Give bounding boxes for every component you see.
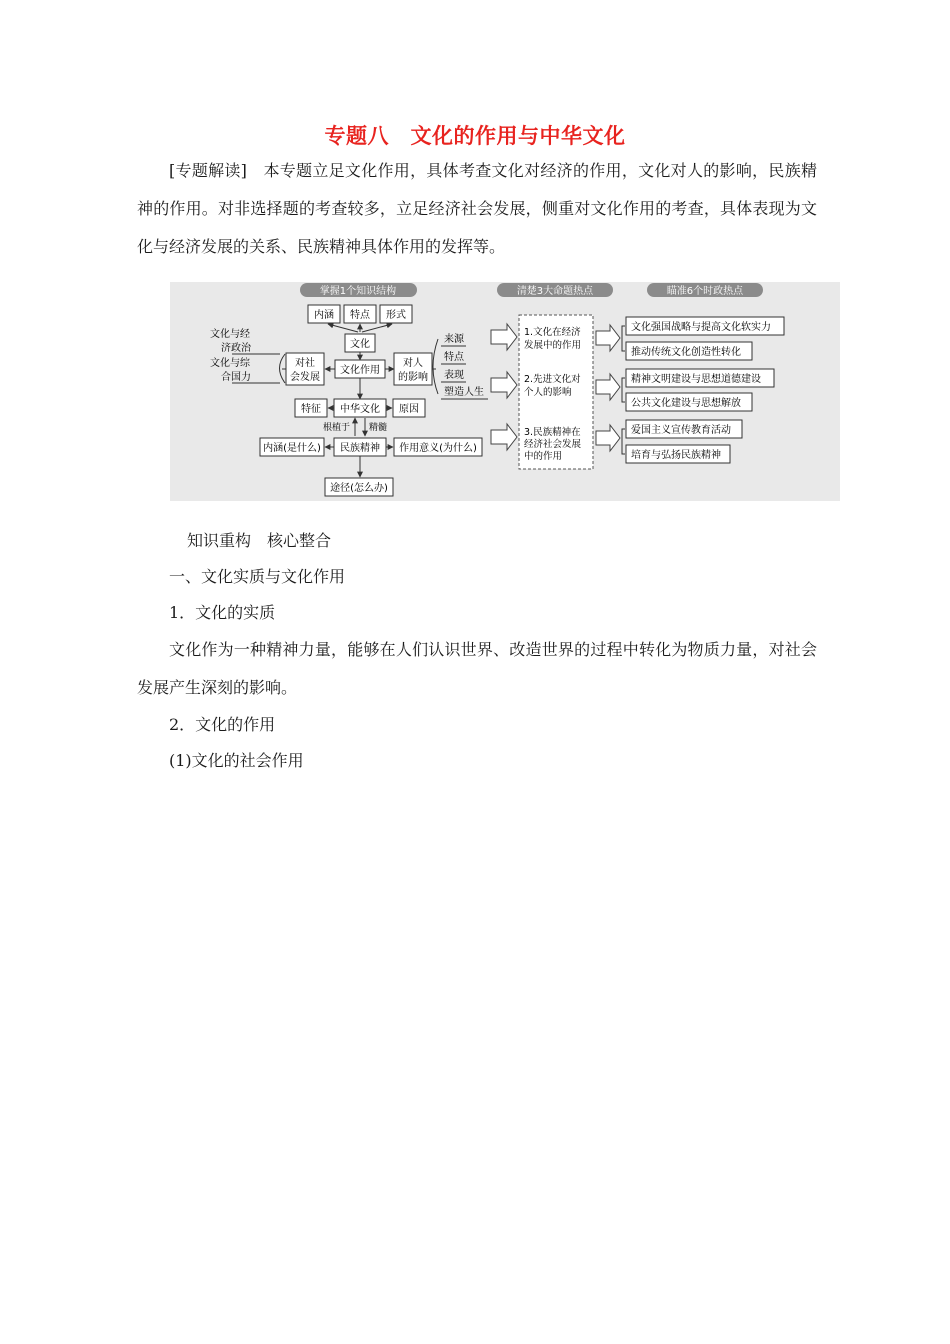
svg-text:清楚3大命题热点: 清楚3大命题热点 xyxy=(516,286,594,297)
box-tezheng xyxy=(295,399,327,417)
heading-2-1: 1．文化的实质 xyxy=(169,603,276,622)
svg-text:掌握1个知识结构: 掌握1个知识结构 xyxy=(319,286,397,297)
box-wenhua-zuoyong xyxy=(335,360,385,378)
heading-3-1: (1)文化的社会作用 xyxy=(169,751,304,770)
box-wenhua xyxy=(345,334,375,352)
svg-text:原因: 原因 xyxy=(399,404,419,415)
box-neihan xyxy=(308,305,340,323)
box-yuanyin xyxy=(393,399,425,417)
svg-text:内涵(是什么): 内涵(是什么) xyxy=(263,443,321,454)
label-genzhi: 根植于 xyxy=(322,423,350,433)
svg-text:2.先进文化对: 2.先进文化对 xyxy=(524,374,581,385)
topic-box-2 xyxy=(626,342,752,360)
box-zhonghua xyxy=(334,399,386,417)
svg-text:表现: 表现 xyxy=(444,370,464,381)
paragraph-1: 文化作为一种精神力量，能够在人们认识世界、改造世界的过程中转化为物质力量，对社会发展产生深刻的影响。 xyxy=(137,640,817,697)
svg-text:塑造人生: 塑造人生 xyxy=(444,387,484,398)
heading-2-2: 2．文化的作用 xyxy=(169,715,276,734)
svg-text:会发展: 会发展 xyxy=(290,372,320,383)
svg-text:合国力: 合国力 xyxy=(221,372,251,383)
box-xingshi xyxy=(380,305,412,323)
svg-text:爱国主义宣传教育活动: 爱国主义宣传教育活动 xyxy=(631,425,731,436)
box-dui-shehui xyxy=(286,353,324,385)
svg-text:形式: 形式 xyxy=(386,310,406,321)
box-tujing xyxy=(325,478,393,496)
svg-text:的影响: 的影响 xyxy=(398,372,428,383)
banner-hot-3 xyxy=(497,283,613,297)
svg-text:济政治: 济政治 xyxy=(221,343,251,354)
svg-text:经济社会发展: 经济社会发展 xyxy=(524,439,582,450)
intro-text: [专题解读] 本专题立足文化作用，具体考查文化对经济的作用，文化对人的影响，民族精神的作用。对非选择题的考查较多，立足经济社会发展，侧重对文化作用的考查，具体表现为文化与经济发展的关系、民族精神具体作用的发挥等。 xyxy=(137,161,817,256)
svg-text:特征: 特征 xyxy=(301,404,321,415)
svg-text:中华文化: 中华文化 xyxy=(340,404,380,415)
svg-text:文化: 文化 xyxy=(350,339,370,350)
svg-text:发展中的作用: 发展中的作用 xyxy=(524,340,582,351)
heading-1: 一、文化实质与文化作用 xyxy=(169,567,346,586)
svg-text:个人的影响: 个人的影响 xyxy=(524,387,572,398)
svg-text:内涵: 内涵 xyxy=(314,310,334,321)
svg-text:1.文化在经济: 1.文化在经济 xyxy=(524,327,581,338)
intro-paragraph xyxy=(137,152,817,266)
box-neihan-shi xyxy=(260,438,324,456)
svg-text:来源: 来源 xyxy=(444,334,464,345)
svg-text:培育与弘扬民族精神: 培育与弘扬民族精神 xyxy=(631,450,721,461)
svg-text:公共文化建设与思想解放: 公共文化建设与思想解放 xyxy=(631,398,741,409)
svg-text:推动传统文化创造性转化: 推动传统文化创造性转化 xyxy=(631,347,741,358)
svg-text:文化与综: 文化与综 xyxy=(210,358,250,369)
svg-text:对社: 对社 xyxy=(295,358,315,369)
svg-text:精神文明建设与思想道德建设: 精神文明建设与思想道德建设 xyxy=(631,374,761,385)
body-content xyxy=(137,523,817,779)
section-header: 知识重构 核心整合 xyxy=(187,531,332,550)
topic-box-1 xyxy=(626,317,784,335)
svg-text:作用意义(为什么): 作用意义(为什么) xyxy=(399,443,477,454)
box-tedian xyxy=(344,305,376,323)
svg-text:对人: 对人 xyxy=(403,358,423,369)
label-jingsui: 精髓 xyxy=(369,423,388,433)
svg-text:3.民族精神在: 3.民族精神在 xyxy=(524,427,581,438)
diagram-canvas xyxy=(170,282,840,501)
svg-text:途径(怎么办): 途径(怎么办) xyxy=(330,483,388,494)
svg-text:特点: 特点 xyxy=(444,352,464,363)
knowledge-structure-diagram xyxy=(170,282,840,501)
svg-text:文化与经: 文化与经 xyxy=(210,329,250,340)
box-minzu xyxy=(334,438,386,456)
topic-box-3 xyxy=(626,369,774,387)
topic-box-6 xyxy=(626,445,730,463)
svg-text:文化作用: 文化作用 xyxy=(340,365,380,376)
page-title: 专题八 文化的作用与中华文化 xyxy=(324,123,626,148)
svg-text:民族精神: 民族精神 xyxy=(340,443,380,454)
topic-box-4 xyxy=(626,393,752,411)
banner-structure xyxy=(300,283,417,297)
svg-text:文化强国战略与提高文化软实力: 文化强国战略与提高文化软实力 xyxy=(631,322,771,333)
svg-text:中的作用: 中的作用 xyxy=(524,451,563,462)
banner-hot-6 xyxy=(647,283,763,297)
svg-text:特点: 特点 xyxy=(350,310,370,321)
box-zuoyong-yiyi xyxy=(394,438,482,456)
box-dui-ren xyxy=(394,353,432,385)
topic-box-5 xyxy=(626,420,742,438)
svg-text:瞄准6个时政热点: 瞄准6个时政热点 xyxy=(666,286,744,297)
